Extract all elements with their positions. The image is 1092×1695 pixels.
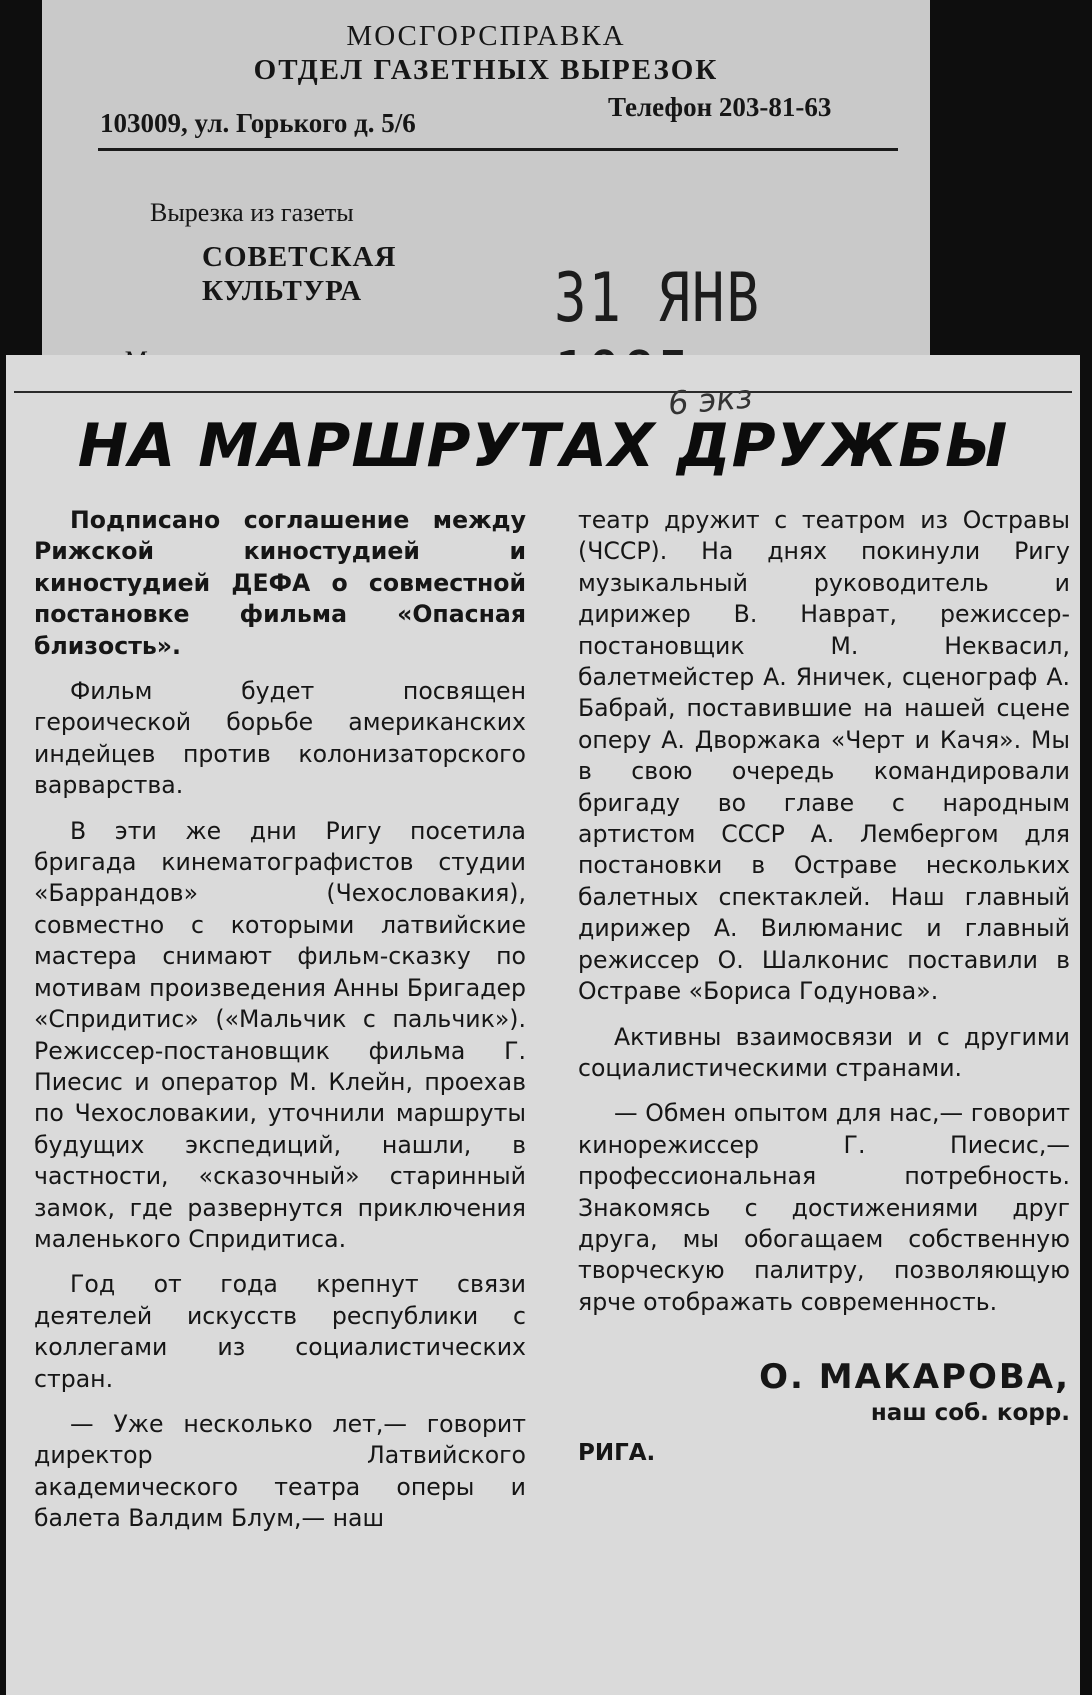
handwritten-note: 6 экз	[666, 377, 754, 423]
article-column-right	[578, 505, 1070, 1469]
article-paragraph: Активны взаимосвязи и с другими социалистическими странами.	[578, 1022, 1070, 1082]
article-column-left	[34, 505, 526, 1535]
author-name: О. МАКАРОВА,	[759, 1357, 1070, 1398]
stamp-divider	[98, 148, 898, 151]
dateline-place: РИГА.	[578, 1439, 656, 1466]
article-paragraph: Год от года крепнут связи деятелей искусств республики с коллегами из социалистических стран.	[34, 1270, 526, 1393]
agency-address: 103009, ул. Горького д. 5/6	[100, 108, 416, 138]
article-paragraph: В эти же дни Ригу посетила бригада кинематографистов студии «Баррандов» (Чехословакия), совместно с которыми латвийские мастера снимают фильм-сказку по мотивам произведения Анны Бригадер «Спридитис» («Мальчик с пальчик»). Режиссер-постановщик фильма Г. Пиесис и оператор М. Клейн, проехав по Чехословакии, уточнили маршруты будущих экспедиций, нашли, в частности, «сказочный» старинный замок, где развернутся приключения маленького Спридитиса.	[34, 816, 526, 1253]
article-paragraph: — Уже несколько лет,— говорит директор Латвийского академического театра оперы и балета Валдим Блум,— наш	[34, 1409, 526, 1533]
article-lead: Подписано соглашение между Рижской киностудией и киностудией ДЕФА о совместной постановке фильма «Опасная близость».	[34, 506, 526, 660]
department-name: ОТДЕЛ ГАЗЕТНЫХ ВЫРЕЗОК	[253, 54, 719, 86]
article-signature	[578, 1356, 1070, 1469]
newspaper-name	[202, 240, 396, 308]
agency-name: МОСГОРСПРАВКА	[346, 20, 626, 52]
clipping-label: Вырезка из газеты	[150, 198, 354, 227]
author-role: наш соб. корр.	[870, 1400, 1070, 1427]
newspaper-name-line2: КУЛЬТУРА	[202, 275, 363, 307]
article-paragraph: — Обмен опытом для нас,— говорит кинорежиссер Г. Пиесис,— профессиональная потребность. Знакомясь с достижениями друг друга, мы обогащаем собственную творческую палитру, позволяющую ярче отображать современность.	[578, 1099, 1070, 1316]
article-paragraph: театр дружит с театром из Остравы (ЧССР). На днях покинули Ригу музыкальный руководитель и дирижер В. Наврат, режиссер-постановщик М. Неквасил, балетмейстер А. Яничек, сценограф А. Бабрай, поставившие на нашей сцене оперу А. Дворжака «Черт и Качя». Мы в свою очередь командировали бригаду во главе с народным артистом СССР А. Лембергом для постановки в Остраве нескольких балетных спектаклей. Наш главный дирижер А. Вилюманис и главный режиссер О. Шалконис поставили в Остраве «Бориса Годунова».	[578, 506, 1070, 1006]
agency-phone: Телефон 203-81-63	[608, 92, 832, 122]
article-headline: НА МАРШРУТАХ ДРУЖБЫ	[77, 411, 1009, 481]
newspaper-name-line1: СОВЕТСКАЯ	[202, 241, 397, 273]
clipping-service-stamp	[42, 0, 930, 400]
date-stamp: 31 ЯНВ	[554, 258, 762, 337]
clipping-top-rule	[14, 391, 1072, 393]
newspaper-clipping	[6, 355, 1080, 1695]
article-paragraph: Фильм будет посвящен героической борьбе американских индейцев против колонизаторского варварства.	[34, 677, 526, 800]
